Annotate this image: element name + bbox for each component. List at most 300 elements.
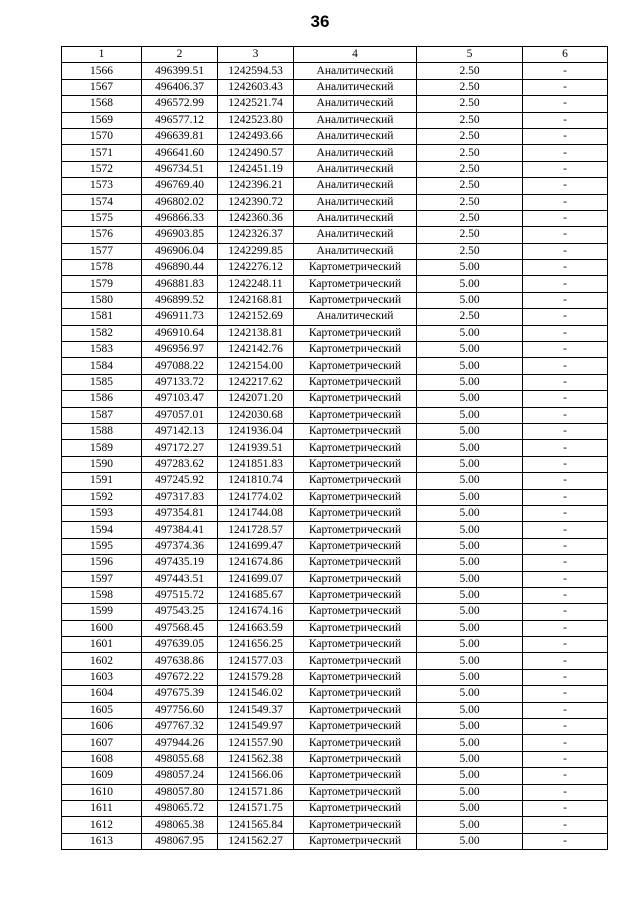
point-number-cell: 1611	[62, 800, 142, 816]
y-coordinate-cell: 1242490.57	[218, 145, 294, 161]
point-number-cell: 1601	[62, 637, 142, 653]
y-coordinate-cell: 1241549.37	[218, 702, 294, 718]
point-number-cell: 1579	[62, 276, 142, 292]
y-coordinate-cell: 1241663.59	[218, 620, 294, 636]
note-cell: -	[523, 653, 608, 669]
point-number-cell: 1573	[62, 178, 142, 194]
note-cell: -	[523, 538, 608, 554]
table-row	[62, 620, 608, 636]
y-coordinate-cell: 1241565.84	[218, 817, 294, 833]
method-cell: Картометрический	[294, 522, 417, 538]
note-cell: -	[523, 391, 608, 407]
x-coordinate-cell: 498055.68	[142, 751, 218, 767]
y-coordinate-cell: 1241549.97	[218, 719, 294, 735]
method-cell: Аналитический	[294, 210, 417, 226]
method-cell: Аналитический	[294, 96, 417, 112]
x-coordinate-cell: 496734.51	[142, 161, 218, 177]
method-cell: Картометрический	[294, 620, 417, 636]
table-row	[62, 473, 608, 489]
point-number-cell: 1575	[62, 210, 142, 226]
y-coordinate-cell: 1242217.62	[218, 374, 294, 390]
x-coordinate-cell: 496802.02	[142, 194, 218, 210]
accuracy-cell: 5.00	[417, 505, 523, 521]
y-coordinate-cell: 1241562.27	[218, 833, 294, 849]
accuracy-cell: 5.00	[417, 702, 523, 718]
note-cell: -	[523, 423, 608, 439]
point-number-cell: 1587	[62, 407, 142, 423]
x-coordinate-cell: 497568.45	[142, 620, 218, 636]
x-coordinate-cell: 497384.41	[142, 522, 218, 538]
y-coordinate-cell: 1241674.16	[218, 604, 294, 620]
y-coordinate-cell: 1241579.28	[218, 669, 294, 685]
note-cell: -	[523, 784, 608, 800]
method-cell: Картометрический	[294, 571, 417, 587]
method-cell: Аналитический	[294, 194, 417, 210]
method-cell: Картометрический	[294, 833, 417, 849]
x-coordinate-cell: 496899.52	[142, 292, 218, 308]
method-cell: Картометрический	[294, 702, 417, 718]
column-header: 5	[417, 47, 523, 63]
table-row	[62, 391, 608, 407]
x-coordinate-cell: 497374.36	[142, 538, 218, 554]
y-coordinate-cell: 1241674.86	[218, 555, 294, 571]
note-cell: -	[523, 768, 608, 784]
x-coordinate-cell: 497283.62	[142, 456, 218, 472]
method-cell: Картометрический	[294, 391, 417, 407]
point-number-cell: 1568	[62, 96, 142, 112]
point-number-cell: 1594	[62, 522, 142, 538]
note-cell: -	[523, 587, 608, 603]
method-cell: Картометрический	[294, 456, 417, 472]
point-number-cell: 1590	[62, 456, 142, 472]
x-coordinate-cell: 497103.47	[142, 391, 218, 407]
y-coordinate-cell: 1242360.36	[218, 210, 294, 226]
y-coordinate-cell: 1242142.76	[218, 342, 294, 358]
y-coordinate-cell: 1242603.43	[218, 79, 294, 95]
accuracy-cell: 2.50	[417, 227, 523, 243]
accuracy-cell: 5.00	[417, 538, 523, 554]
table-row	[62, 423, 608, 439]
table-row	[62, 456, 608, 472]
accuracy-cell: 5.00	[417, 735, 523, 751]
method-cell: Картометрический	[294, 669, 417, 685]
point-number-cell: 1567	[62, 79, 142, 95]
point-number-cell: 1569	[62, 112, 142, 128]
y-coordinate-cell: 1242030.68	[218, 407, 294, 423]
point-number-cell: 1566	[62, 63, 142, 79]
point-number-cell: 1583	[62, 342, 142, 358]
accuracy-cell: 2.50	[417, 194, 523, 210]
y-coordinate-cell: 1242493.66	[218, 128, 294, 144]
y-coordinate-cell: 1242390.72	[218, 194, 294, 210]
x-coordinate-cell: 496903.85	[142, 227, 218, 243]
note-cell: -	[523, 112, 608, 128]
y-coordinate-cell: 1241562.38	[218, 751, 294, 767]
point-number-cell: 1593	[62, 505, 142, 521]
table-row	[62, 538, 608, 554]
table-row	[62, 260, 608, 276]
accuracy-cell: 5.00	[417, 325, 523, 341]
coordinates-table	[61, 46, 608, 850]
x-coordinate-cell: 496399.51	[142, 63, 218, 79]
note-cell: -	[523, 440, 608, 456]
method-cell: Картометрический	[294, 817, 417, 833]
point-number-cell: 1574	[62, 194, 142, 210]
accuracy-cell: 5.00	[417, 833, 523, 849]
x-coordinate-cell: 496890.44	[142, 260, 218, 276]
method-cell: Картометрический	[294, 604, 417, 620]
x-coordinate-cell: 497638.86	[142, 653, 218, 669]
table-row	[62, 686, 608, 702]
method-cell: Картометрический	[294, 407, 417, 423]
method-cell: Аналитический	[294, 243, 417, 259]
x-coordinate-cell: 497057.01	[142, 407, 218, 423]
table-row	[62, 555, 608, 571]
point-number-cell: 1595	[62, 538, 142, 554]
accuracy-cell: 5.00	[417, 620, 523, 636]
table-row	[62, 178, 608, 194]
table-row	[62, 489, 608, 505]
method-cell: Картометрический	[294, 505, 417, 521]
y-coordinate-cell: 1242152.69	[218, 309, 294, 325]
method-cell: Аналитический	[294, 227, 417, 243]
x-coordinate-cell: 497672.22	[142, 669, 218, 685]
note-cell: -	[523, 735, 608, 751]
accuracy-cell: 5.00	[417, 817, 523, 833]
y-coordinate-cell: 1242154.00	[218, 358, 294, 374]
table-row	[62, 587, 608, 603]
table-row	[62, 440, 608, 456]
point-number-cell: 1598	[62, 587, 142, 603]
method-cell: Картометрический	[294, 768, 417, 784]
accuracy-cell: 5.00	[417, 768, 523, 784]
x-coordinate-cell: 496641.60	[142, 145, 218, 161]
x-coordinate-cell: 497767.32	[142, 719, 218, 735]
point-number-cell: 1586	[62, 391, 142, 407]
x-coordinate-cell: 496769.40	[142, 178, 218, 194]
accuracy-cell: 5.00	[417, 637, 523, 653]
x-coordinate-cell: 496639.81	[142, 128, 218, 144]
table-row	[62, 817, 608, 833]
accuracy-cell: 5.00	[417, 292, 523, 308]
accuracy-cell: 2.50	[417, 63, 523, 79]
x-coordinate-cell: 497354.81	[142, 505, 218, 521]
note-cell: -	[523, 571, 608, 587]
method-cell: Картометрический	[294, 735, 417, 751]
method-cell: Аналитический	[294, 112, 417, 128]
point-number-cell: 1588	[62, 423, 142, 439]
point-number-cell: 1572	[62, 161, 142, 177]
method-cell: Картометрический	[294, 538, 417, 554]
note-cell: -	[523, 276, 608, 292]
note-cell: -	[523, 260, 608, 276]
x-coordinate-cell: 497756.60	[142, 702, 218, 718]
note-cell: -	[523, 178, 608, 194]
note-cell: -	[523, 686, 608, 702]
x-coordinate-cell: 496910.64	[142, 325, 218, 341]
point-number-cell: 1570	[62, 128, 142, 144]
method-cell: Картометрический	[294, 374, 417, 390]
note-cell: -	[523, 342, 608, 358]
accuracy-cell: 5.00	[417, 489, 523, 505]
point-number-cell: 1591	[62, 473, 142, 489]
method-cell: Картометрический	[294, 653, 417, 669]
method-cell: Картометрический	[294, 292, 417, 308]
table-row	[62, 96, 608, 112]
accuracy-cell: 2.50	[417, 243, 523, 259]
y-coordinate-cell: 1242276.12	[218, 260, 294, 276]
method-cell: Аналитический	[294, 161, 417, 177]
x-coordinate-cell: 497133.72	[142, 374, 218, 390]
point-number-cell: 1597	[62, 571, 142, 587]
y-coordinate-cell: 1241699.47	[218, 538, 294, 554]
accuracy-cell: 5.00	[417, 440, 523, 456]
note-cell: -	[523, 604, 608, 620]
method-cell: Аналитический	[294, 178, 417, 194]
x-coordinate-cell: 497675.39	[142, 686, 218, 702]
accuracy-cell: 5.00	[417, 555, 523, 571]
y-coordinate-cell: 1242326.37	[218, 227, 294, 243]
method-cell: Картометрический	[294, 342, 417, 358]
point-number-cell: 1584	[62, 358, 142, 374]
y-coordinate-cell: 1242451.19	[218, 161, 294, 177]
note-cell: -	[523, 161, 608, 177]
accuracy-cell: 5.00	[417, 669, 523, 685]
table-row	[62, 342, 608, 358]
point-number-cell: 1578	[62, 260, 142, 276]
note-cell: -	[523, 309, 608, 325]
table-row	[62, 751, 608, 767]
note-cell: -	[523, 620, 608, 636]
table-row	[62, 637, 608, 653]
table-row	[62, 309, 608, 325]
accuracy-cell: 5.00	[417, 571, 523, 587]
y-coordinate-cell: 1242523.80	[218, 112, 294, 128]
point-number-cell: 1606	[62, 719, 142, 735]
table-row	[62, 735, 608, 751]
x-coordinate-cell: 496881.83	[142, 276, 218, 292]
note-cell: -	[523, 374, 608, 390]
point-number-cell: 1580	[62, 292, 142, 308]
note-cell: -	[523, 817, 608, 833]
point-number-cell: 1610	[62, 784, 142, 800]
point-number-cell: 1577	[62, 243, 142, 259]
method-cell: Картометрический	[294, 325, 417, 341]
accuracy-cell: 5.00	[417, 522, 523, 538]
x-coordinate-cell: 498057.80	[142, 784, 218, 800]
y-coordinate-cell: 1241744.08	[218, 505, 294, 521]
method-cell: Картометрический	[294, 423, 417, 439]
point-number-cell: 1600	[62, 620, 142, 636]
accuracy-cell: 2.50	[417, 112, 523, 128]
x-coordinate-cell: 496906.04	[142, 243, 218, 259]
y-coordinate-cell: 1241851.83	[218, 456, 294, 472]
point-number-cell: 1604	[62, 686, 142, 702]
point-number-cell: 1585	[62, 374, 142, 390]
x-coordinate-cell: 497245.92	[142, 473, 218, 489]
y-coordinate-cell: 1241546.02	[218, 686, 294, 702]
y-coordinate-cell: 1241557.90	[218, 735, 294, 751]
note-cell: -	[523, 669, 608, 685]
note-cell: -	[523, 800, 608, 816]
note-cell: -	[523, 702, 608, 718]
x-coordinate-cell: 496572.99	[142, 96, 218, 112]
table-body	[62, 63, 608, 850]
table-row	[62, 161, 608, 177]
table-row	[62, 702, 608, 718]
note-cell: -	[523, 833, 608, 849]
y-coordinate-cell: 1241699.07	[218, 571, 294, 587]
column-header: 3	[218, 47, 294, 63]
point-number-cell: 1581	[62, 309, 142, 325]
note-cell: -	[523, 719, 608, 735]
point-number-cell: 1613	[62, 833, 142, 849]
table-row	[62, 112, 608, 128]
table-row	[62, 210, 608, 226]
table-row	[62, 505, 608, 521]
table-row	[62, 571, 608, 587]
accuracy-cell: 5.00	[417, 604, 523, 620]
y-coordinate-cell: 1241810.74	[218, 473, 294, 489]
y-coordinate-cell: 1242521.74	[218, 96, 294, 112]
table-row	[62, 768, 608, 784]
method-cell: Картометрический	[294, 637, 417, 653]
method-cell: Картометрический	[294, 800, 417, 816]
table-row	[62, 358, 608, 374]
note-cell: -	[523, 243, 608, 259]
accuracy-cell: 5.00	[417, 587, 523, 603]
method-cell: Картометрический	[294, 686, 417, 702]
note-cell: -	[523, 505, 608, 521]
x-coordinate-cell: 497142.13	[142, 423, 218, 439]
x-coordinate-cell: 496577.12	[142, 112, 218, 128]
y-coordinate-cell: 1241939.51	[218, 440, 294, 456]
method-cell: Картометрический	[294, 276, 417, 292]
table-row	[62, 276, 608, 292]
y-coordinate-cell: 1241656.25	[218, 637, 294, 653]
table-row	[62, 194, 608, 210]
table-row	[62, 604, 608, 620]
table-row	[62, 522, 608, 538]
table-row	[62, 719, 608, 735]
accuracy-cell: 5.00	[417, 260, 523, 276]
accuracy-cell: 5.00	[417, 374, 523, 390]
table-row	[62, 145, 608, 161]
method-cell: Картометрический	[294, 784, 417, 800]
note-cell: -	[523, 292, 608, 308]
accuracy-cell: 5.00	[417, 751, 523, 767]
table-row	[62, 669, 608, 685]
column-header: 4	[294, 47, 417, 63]
point-number-cell: 1592	[62, 489, 142, 505]
point-number-cell: 1596	[62, 555, 142, 571]
accuracy-cell: 5.00	[417, 391, 523, 407]
y-coordinate-cell: 1241685.67	[218, 587, 294, 603]
point-number-cell: 1612	[62, 817, 142, 833]
y-coordinate-cell: 1241774.02	[218, 489, 294, 505]
note-cell: -	[523, 128, 608, 144]
x-coordinate-cell: 496866.33	[142, 210, 218, 226]
y-coordinate-cell: 1242396.21	[218, 178, 294, 194]
method-cell: Картометрический	[294, 440, 417, 456]
point-number-cell: 1608	[62, 751, 142, 767]
note-cell: -	[523, 751, 608, 767]
y-coordinate-cell: 1241577.03	[218, 653, 294, 669]
page-number: 36	[310, 12, 330, 31]
table-row	[62, 407, 608, 423]
table-row	[62, 374, 608, 390]
note-cell: -	[523, 407, 608, 423]
y-coordinate-cell: 1242299.85	[218, 243, 294, 259]
x-coordinate-cell: 496911.73	[142, 309, 218, 325]
note-cell: -	[523, 96, 608, 112]
y-coordinate-cell: 1241936.04	[218, 423, 294, 439]
y-coordinate-cell: 1242594.53	[218, 63, 294, 79]
accuracy-cell: 2.50	[417, 210, 523, 226]
accuracy-cell: 2.50	[417, 178, 523, 194]
table-row	[62, 833, 608, 849]
accuracy-cell: 5.00	[417, 800, 523, 816]
accuracy-cell: 2.50	[417, 79, 523, 95]
method-cell: Картометрический	[294, 587, 417, 603]
table-row	[62, 292, 608, 308]
accuracy-cell: 2.50	[417, 161, 523, 177]
y-coordinate-cell: 1241566.06	[218, 768, 294, 784]
x-coordinate-cell: 497088.22	[142, 358, 218, 374]
note-cell: -	[523, 325, 608, 341]
accuracy-cell: 2.50	[417, 128, 523, 144]
point-number-cell: 1599	[62, 604, 142, 620]
note-cell: -	[523, 473, 608, 489]
x-coordinate-cell: 497443.51	[142, 571, 218, 587]
method-cell: Аналитический	[294, 309, 417, 325]
point-number-cell: 1609	[62, 768, 142, 784]
x-coordinate-cell: 497435.19	[142, 555, 218, 571]
note-cell: -	[523, 210, 608, 226]
table-row	[62, 79, 608, 95]
method-cell: Картометрический	[294, 358, 417, 374]
note-cell: -	[523, 637, 608, 653]
note-cell: -	[523, 194, 608, 210]
x-coordinate-cell: 497515.72	[142, 587, 218, 603]
y-coordinate-cell: 1241571.86	[218, 784, 294, 800]
note-cell: -	[523, 555, 608, 571]
note-cell: -	[523, 145, 608, 161]
note-cell: -	[523, 79, 608, 95]
method-cell: Картометрический	[294, 489, 417, 505]
accuracy-cell: 2.50	[417, 145, 523, 161]
table-row	[62, 63, 608, 79]
method-cell: Картометрический	[294, 719, 417, 735]
accuracy-cell: 5.00	[417, 407, 523, 423]
table-row	[62, 227, 608, 243]
point-number-cell: 1589	[62, 440, 142, 456]
table-row	[62, 653, 608, 669]
y-coordinate-cell: 1242248.11	[218, 276, 294, 292]
table-row	[62, 784, 608, 800]
x-coordinate-cell: 497172.27	[142, 440, 218, 456]
x-coordinate-cell: 496406.37	[142, 79, 218, 95]
x-coordinate-cell: 498067.95	[142, 833, 218, 849]
method-cell: Аналитический	[294, 79, 417, 95]
x-coordinate-cell: 497543.25	[142, 604, 218, 620]
x-coordinate-cell: 497944.26	[142, 735, 218, 751]
column-header: 6	[523, 47, 608, 63]
note-cell: -	[523, 358, 608, 374]
note-cell: -	[523, 227, 608, 243]
accuracy-cell: 5.00	[417, 358, 523, 374]
x-coordinate-cell: 497639.05	[142, 637, 218, 653]
